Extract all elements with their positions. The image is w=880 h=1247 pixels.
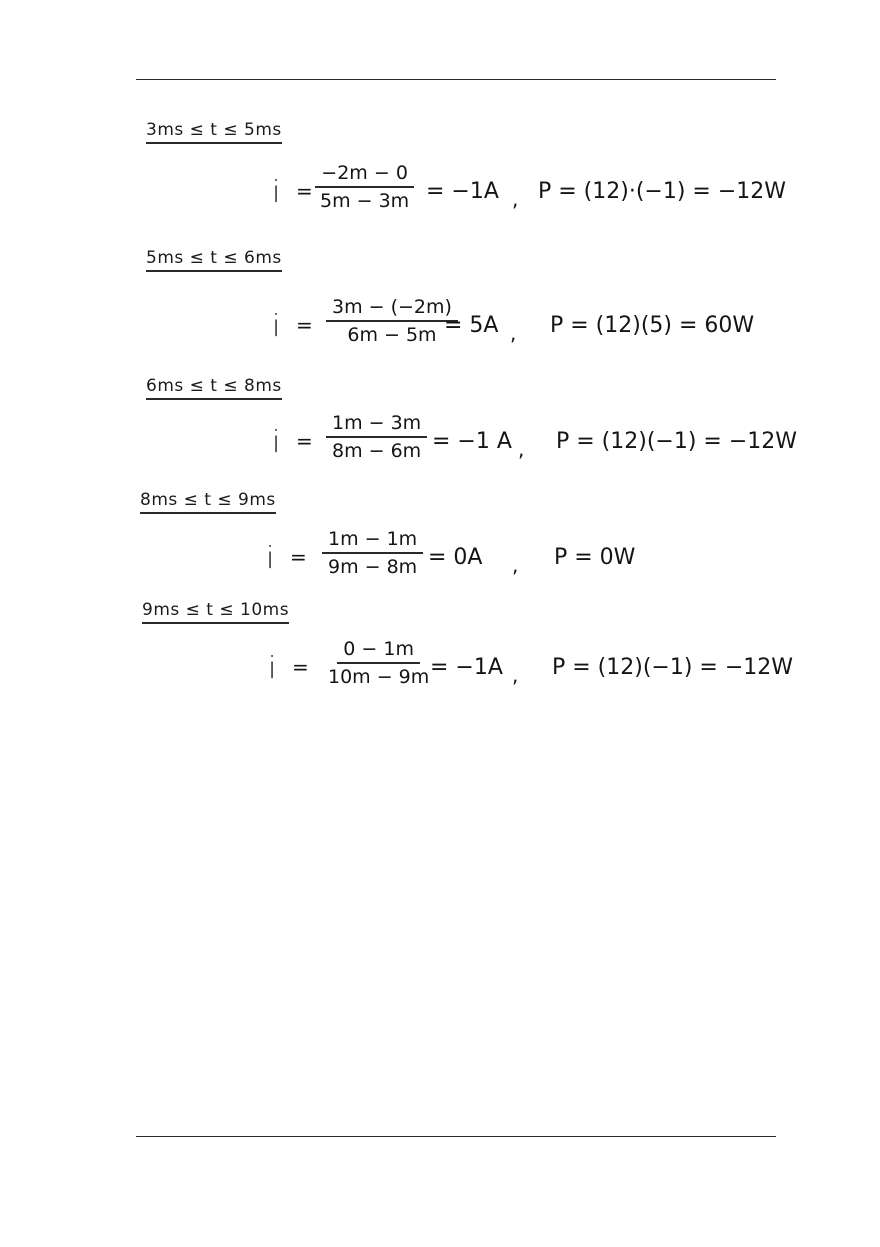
current-result: = −1A (430, 655, 503, 680)
equation-row (0, 162, 880, 220)
fraction-numerator: 3m − (−2m) (326, 296, 458, 322)
fraction-numerator: 1m − 1m (322, 528, 423, 554)
current-symbol: i (268, 651, 277, 686)
current-symbol: i (272, 309, 281, 344)
interval-heading: 3ms ≤ t ≤ 5ms (146, 120, 282, 144)
power-result: P = 0W (554, 545, 636, 570)
equation-row (0, 412, 880, 470)
power-result: P = (12)(−1) = −12W (552, 655, 794, 680)
fraction-denominator: 5m − 3m (320, 190, 410, 212)
fraction-numerator: 0 − 1m (337, 638, 420, 664)
equals-sign: = (290, 545, 307, 569)
separator-comma: , (518, 437, 525, 461)
fraction-numerator: 1m − 3m (326, 412, 427, 438)
current-fraction (314, 162, 415, 212)
separator-comma: , (512, 663, 519, 687)
current-result: = 5A (444, 313, 499, 338)
equals-sign: = (296, 179, 313, 203)
header-rule (136, 79, 776, 80)
current-fraction (322, 638, 435, 688)
equation-row (0, 638, 880, 696)
fraction-denominator: 10m − 9m (328, 666, 430, 688)
interval-heading: 8ms ≤ t ≤ 9ms (140, 490, 276, 514)
current-result: = −1 A (432, 429, 512, 454)
power-result: P = (12)·(−1) = −12W (538, 179, 787, 204)
equation-row (0, 528, 880, 586)
power-result: P = (12)(−1) = −12W (556, 429, 798, 454)
footer-rule (136, 1136, 776, 1137)
current-result: = −1A (426, 179, 499, 204)
equals-sign: = (296, 313, 313, 337)
power-result: P = (12)(5) = 60W (550, 313, 755, 338)
current-fraction (326, 296, 458, 346)
separator-comma: , (510, 321, 517, 345)
interval-heading: 6ms ≤ t ≤ 8ms (146, 376, 282, 400)
interval-heading: 9ms ≤ t ≤ 10ms (142, 600, 289, 624)
current-symbol: i (272, 175, 281, 210)
current-fraction (326, 412, 427, 462)
fraction-denominator: 8m − 6m (332, 440, 422, 462)
current-symbol: i (272, 425, 281, 460)
current-symbol: i (266, 541, 275, 576)
equals-sign: = (296, 429, 313, 453)
equals-sign: = (292, 655, 309, 679)
current-fraction (322, 528, 423, 578)
fraction-numerator: −2m − 0 (315, 162, 414, 188)
current-result: = 0A (428, 545, 483, 570)
separator-comma: , (512, 187, 519, 211)
equation-row (0, 296, 880, 354)
interval-heading: 5ms ≤ t ≤ 6ms (146, 248, 282, 272)
fraction-denominator: 6m − 5m (347, 324, 437, 346)
fraction-denominator: 9m − 8m (328, 556, 418, 578)
separator-comma: , (512, 553, 519, 577)
